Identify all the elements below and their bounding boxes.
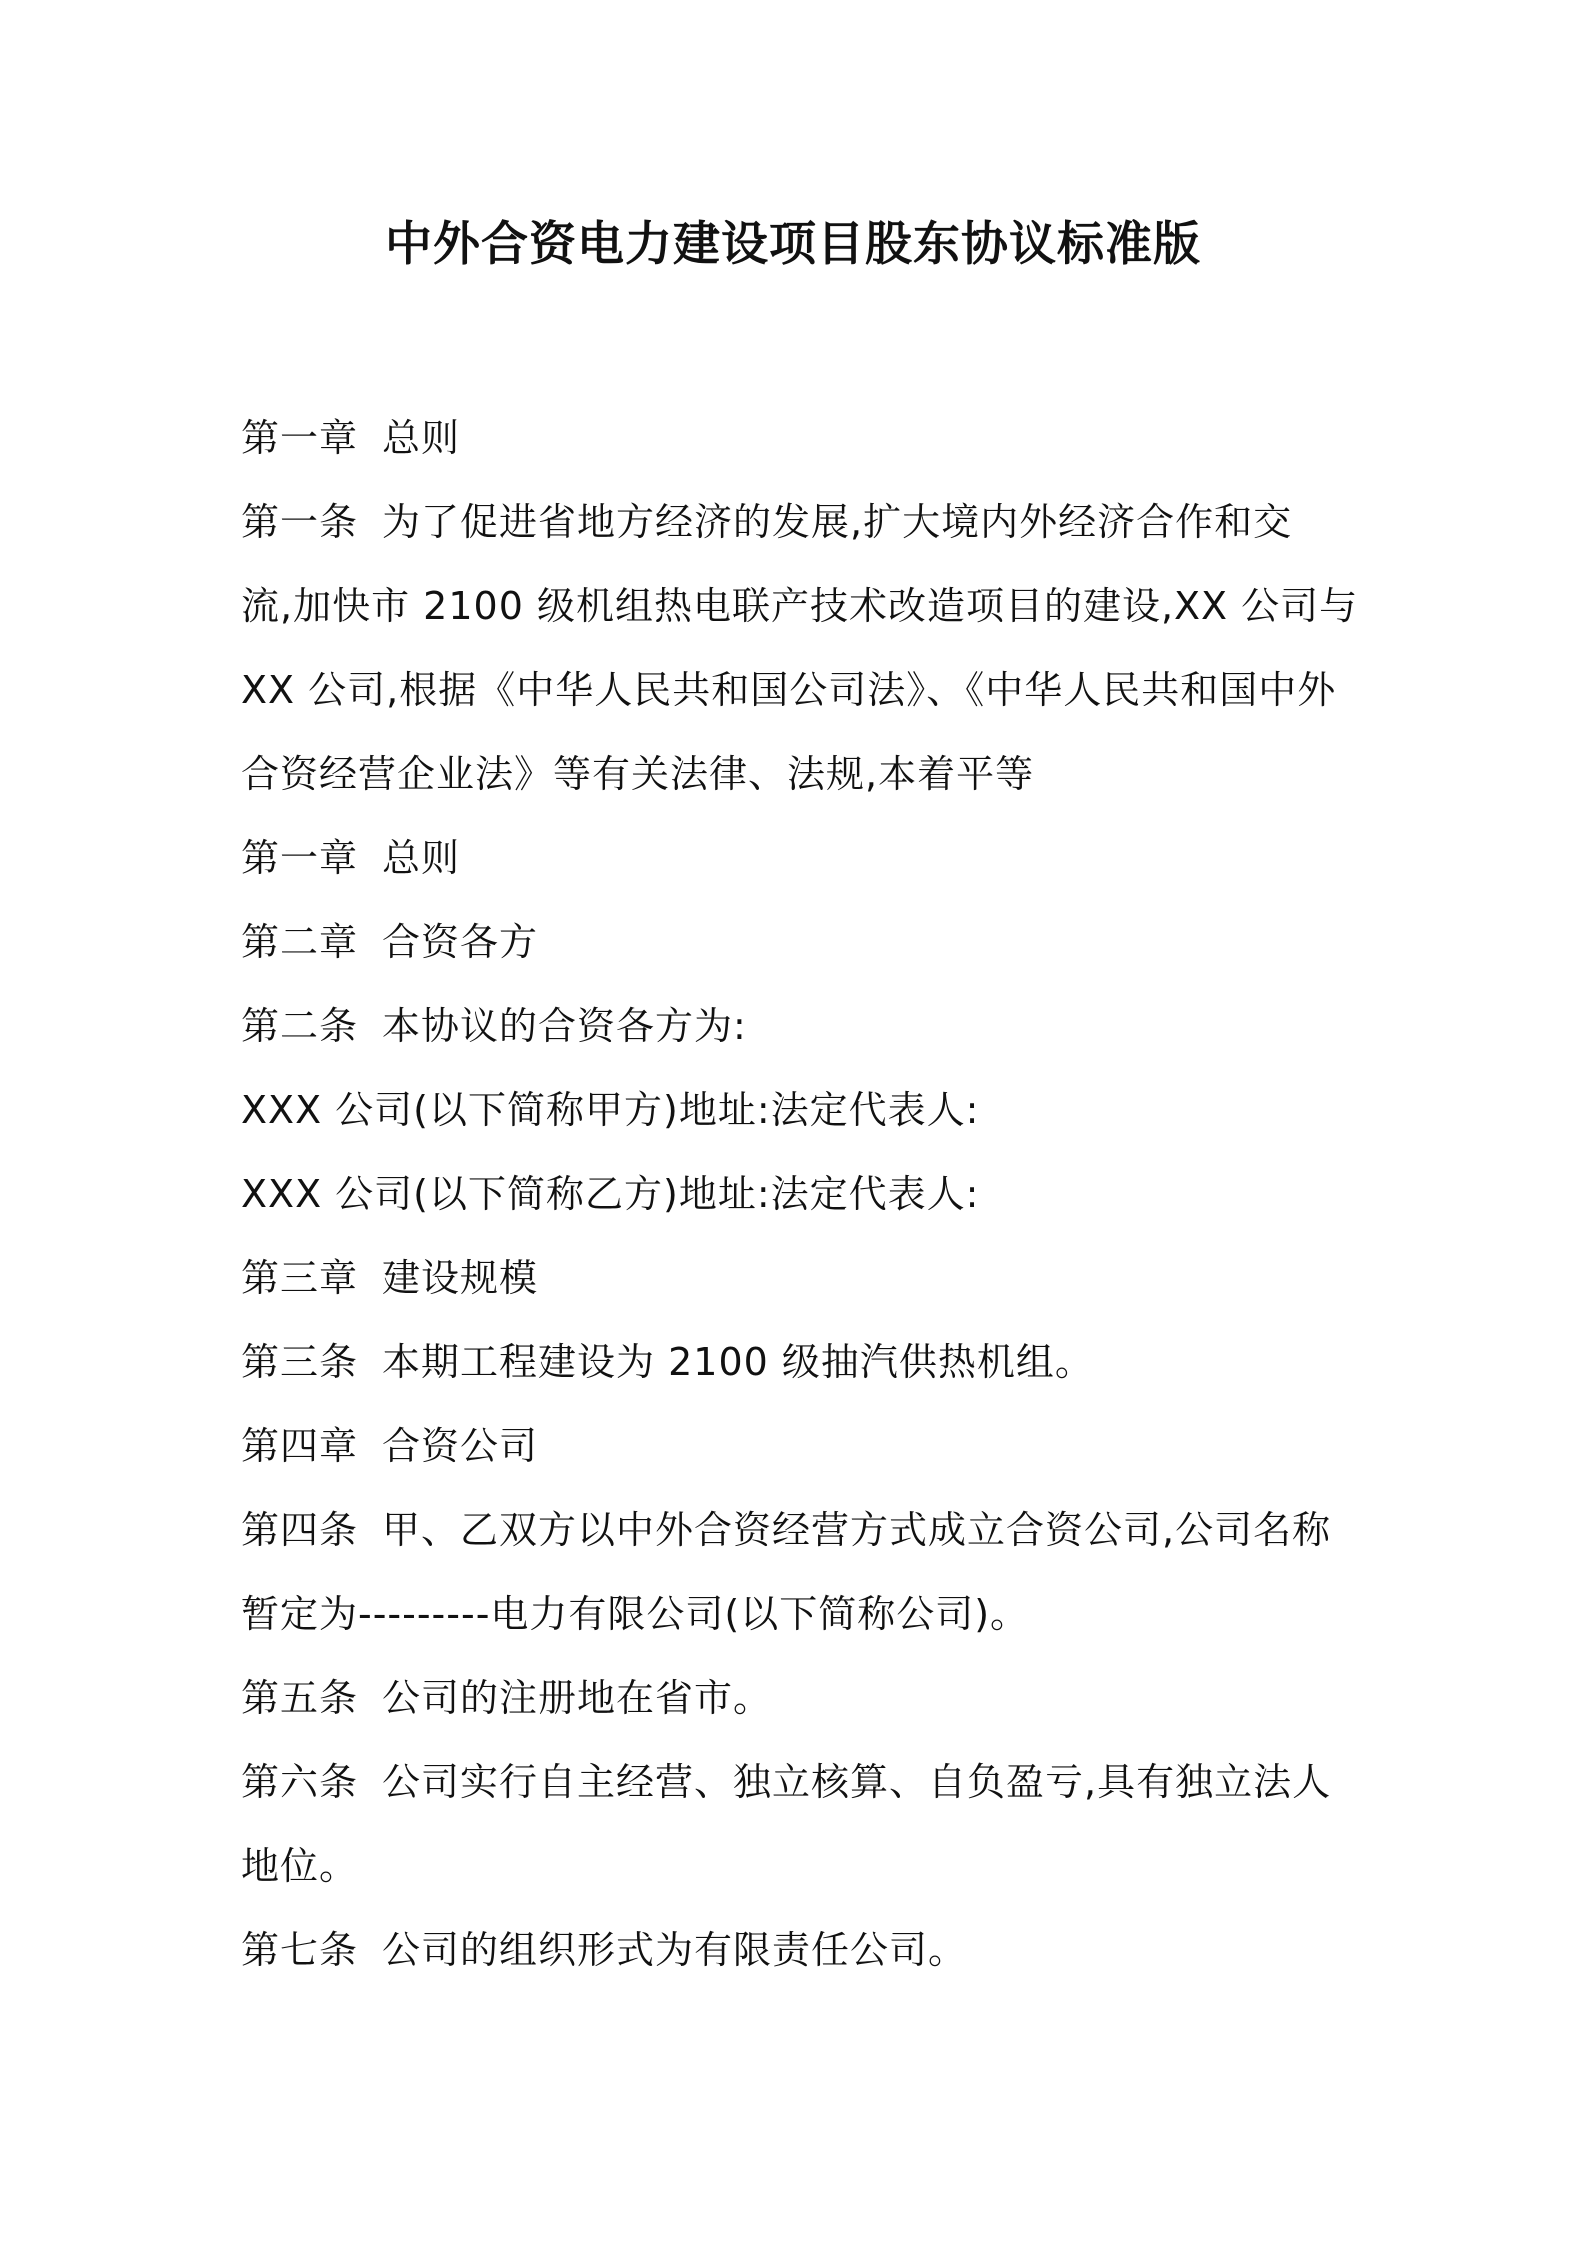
line-text: 公司的组织形式为有限责任公司。 [382, 1928, 968, 1972]
line-lead: 第一条 [241, 500, 359, 544]
line-article-7 [241, 1908, 1361, 1992]
line-article-4-cont [241, 1572, 1361, 1656]
line-text: 地位。 [241, 1844, 359, 1888]
line-text: 暂定为---------电力有限公司(以下简称公司)。 [241, 1592, 1030, 1636]
document-title: 中外合资电力建设项目股东协议标准版 [385, 217, 1201, 272]
line-text: XXX 公司(以下简称乙方)地址:法定代表人: [241, 1172, 980, 1216]
line-text: 合资各方 [382, 920, 539, 964]
line-party-b [241, 1152, 1361, 1236]
line-lead: 第三章 [241, 1256, 359, 1300]
line-text: 总则 [382, 416, 461, 460]
line-text: 合资经营企业法》等有关法律、法规,本着平等 [241, 752, 1035, 796]
line-lead: 第二章 [241, 920, 359, 964]
line-article-3 [241, 1320, 1361, 1404]
line-chapter-4 [241, 1404, 1361, 1488]
line-article-5 [241, 1656, 1361, 1740]
line-lead: 第六条 [241, 1760, 359, 1804]
line-text: 本协议的合资各方为: [382, 1004, 747, 1048]
line-text: 流,加快市 2100 级机组热电联产技术改造项目的建设,XX 公司与 [241, 584, 1359, 628]
line-article-1-cont-2 [241, 648, 1361, 732]
line-lead: 第四条 [241, 1508, 359, 1552]
line-text: 合资公司 [382, 1424, 539, 1468]
line-chapter-2 [241, 900, 1361, 984]
line-chapter-1-repeat [241, 816, 1361, 900]
line-article-1-cont-3 [241, 732, 1361, 816]
line-article-6 [241, 1740, 1361, 1824]
line-text: 甲、乙双方以中外合资经营方式成立合资公司,公司名称 [382, 1508, 1332, 1552]
line-lead: 第四章 [241, 1424, 359, 1468]
line-text: 建设规模 [382, 1256, 539, 1300]
line-party-a [241, 1068, 1361, 1152]
line-text: 公司实行自主经营、独立核算、自负盈亏,具有独立法人 [382, 1760, 1332, 1804]
line-article-6-cont [241, 1824, 1361, 1908]
line-article-1-cont-1 [241, 564, 1361, 648]
line-lead: 第七条 [241, 1928, 359, 1972]
line-chapter-1 [241, 396, 1361, 480]
line-lead: 第五条 [241, 1676, 359, 1720]
line-article-4 [241, 1488, 1361, 1572]
line-lead: 第一章 [241, 416, 359, 460]
line-text: 总则 [382, 836, 461, 880]
line-lead: 第二条 [241, 1004, 359, 1048]
line-lead: 第一章 [241, 836, 359, 880]
line-chapter-3 [241, 1236, 1361, 1320]
line-text: 公司的注册地在省市。 [382, 1676, 773, 1720]
line-text: XX 公司,根据《中华人民共和国公司法》、《中华人民共和国中外 [241, 668, 1337, 712]
line-text: 为了促进省地方经济的发展,扩大境内外经济合作和交 [382, 500, 1293, 544]
line-article-1 [241, 480, 1361, 564]
line-text: 本期工程建设为 2100 级抽汽供热机组。 [382, 1340, 1094, 1384]
document-body [241, 396, 1361, 1992]
line-text: XXX 公司(以下简称甲方)地址:法定代表人: [241, 1088, 980, 1132]
line-lead: 第三条 [241, 1340, 359, 1384]
line-article-2 [241, 984, 1361, 1068]
